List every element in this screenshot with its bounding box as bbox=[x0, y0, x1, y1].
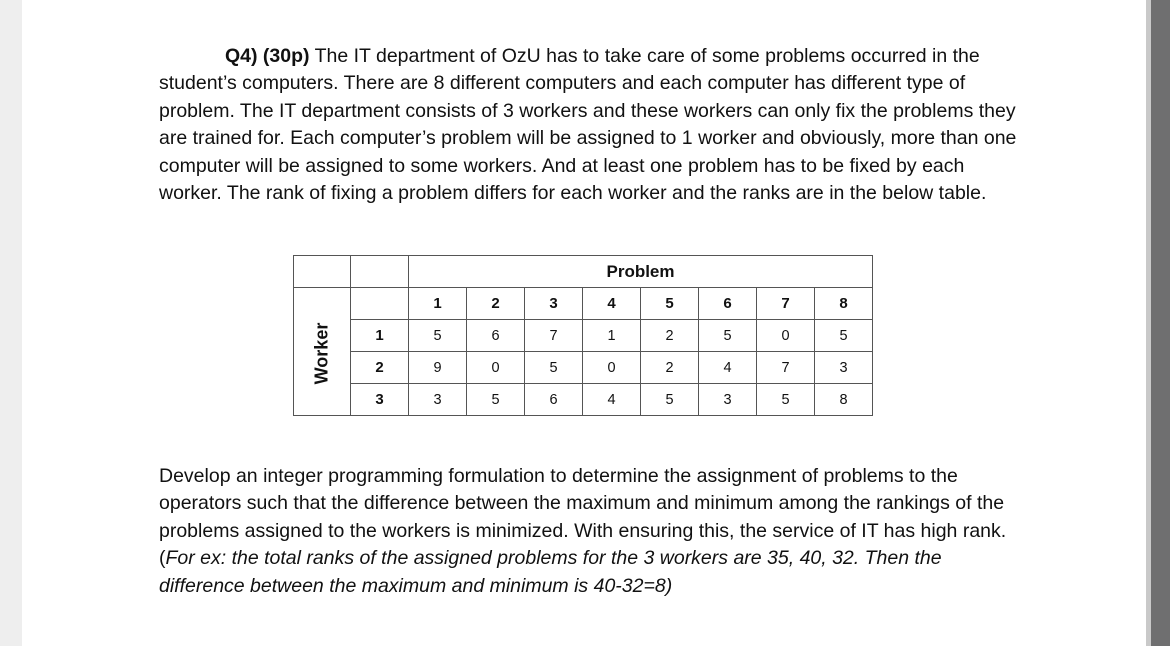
rank-cell: 7 bbox=[525, 320, 583, 352]
problem-number: 5 bbox=[641, 288, 699, 320]
rank-cell: 3 bbox=[409, 384, 467, 416]
question-label: Q4) (30p) bbox=[225, 45, 310, 67]
rank-cell: 5 bbox=[525, 352, 583, 384]
task-example: For ex: the total ranks of the assigned problems for the 3 workers are 35, 40, 32. Then the difference between the maximum and minimum is 40-32=8) bbox=[159, 547, 942, 597]
rank-table bbox=[293, 255, 873, 416]
worker-number: 1 bbox=[351, 320, 409, 352]
task-text: Develop an integer programming formulation to determine the assignment of problems to the operators such that the difference between the maximum and minimum among the rankings of the problems assigned to the workers is minimized. With ensuring this, the service of IT has high rank. ( bbox=[159, 465, 1007, 570]
problem-number: 7 bbox=[757, 288, 815, 320]
worker-label-text: Worker bbox=[311, 322, 332, 384]
rank-cell: 0 bbox=[467, 352, 525, 384]
worker-number: 2 bbox=[351, 352, 409, 384]
worker-label bbox=[293, 287, 350, 419]
table-row bbox=[294, 352, 873, 384]
problem-number: 4 bbox=[583, 288, 641, 320]
rank-cell: 0 bbox=[757, 320, 815, 352]
rank-cell: 4 bbox=[699, 352, 757, 384]
problem-header: Problem bbox=[409, 256, 873, 288]
table-corner-cell bbox=[294, 256, 351, 288]
question-paragraph bbox=[159, 43, 1029, 207]
rank-cell: 5 bbox=[815, 320, 873, 352]
rank-cell: 4 bbox=[583, 384, 641, 416]
problem-number: 3 bbox=[525, 288, 583, 320]
rank-cell: 9 bbox=[409, 352, 467, 384]
rank-cell: 5 bbox=[757, 384, 815, 416]
task-paragraph bbox=[159, 463, 1029, 600]
table-row bbox=[294, 320, 873, 352]
rank-cell: 6 bbox=[525, 384, 583, 416]
problem-number: 2 bbox=[467, 288, 525, 320]
worker-number: 3 bbox=[351, 384, 409, 416]
rank-cell: 5 bbox=[467, 384, 525, 416]
rank-cell: 8 bbox=[815, 384, 873, 416]
rank-cell: 3 bbox=[699, 384, 757, 416]
rank-cell: 1 bbox=[583, 320, 641, 352]
rank-cell: 0 bbox=[583, 352, 641, 384]
rank-cell: 5 bbox=[699, 320, 757, 352]
window-edge bbox=[1151, 0, 1170, 646]
rank-cell: 2 bbox=[641, 352, 699, 384]
rank-cell: 5 bbox=[641, 384, 699, 416]
table-corner-cell bbox=[351, 288, 409, 320]
table-row bbox=[294, 384, 873, 416]
table-corner-cell bbox=[351, 256, 409, 288]
rank-cell: 7 bbox=[757, 352, 815, 384]
question-intro: The IT department of OzU has to take care of some problems occurred in the student’s computers. There are 8 different computers and each computer has different type of problem. The IT department consists of 3 workers and these workers can only fix the problems they are trained for. Each computer’s problem will be assigned to 1 worker and obviously, more than one computer will be assigned to some workers. And at least one problem has to be fixed by each worker. The rank of fixing a problem differs for each worker and the ranks are in the below table. bbox=[159, 45, 1017, 205]
problem-number: 8 bbox=[815, 288, 873, 320]
problem-number: 6 bbox=[699, 288, 757, 320]
problem-number: 1 bbox=[409, 288, 467, 320]
rank-cell: 2 bbox=[641, 320, 699, 352]
rank-cell: 6 bbox=[467, 320, 525, 352]
rank-cell: 5 bbox=[409, 320, 467, 352]
rank-cell: 3 bbox=[815, 352, 873, 384]
